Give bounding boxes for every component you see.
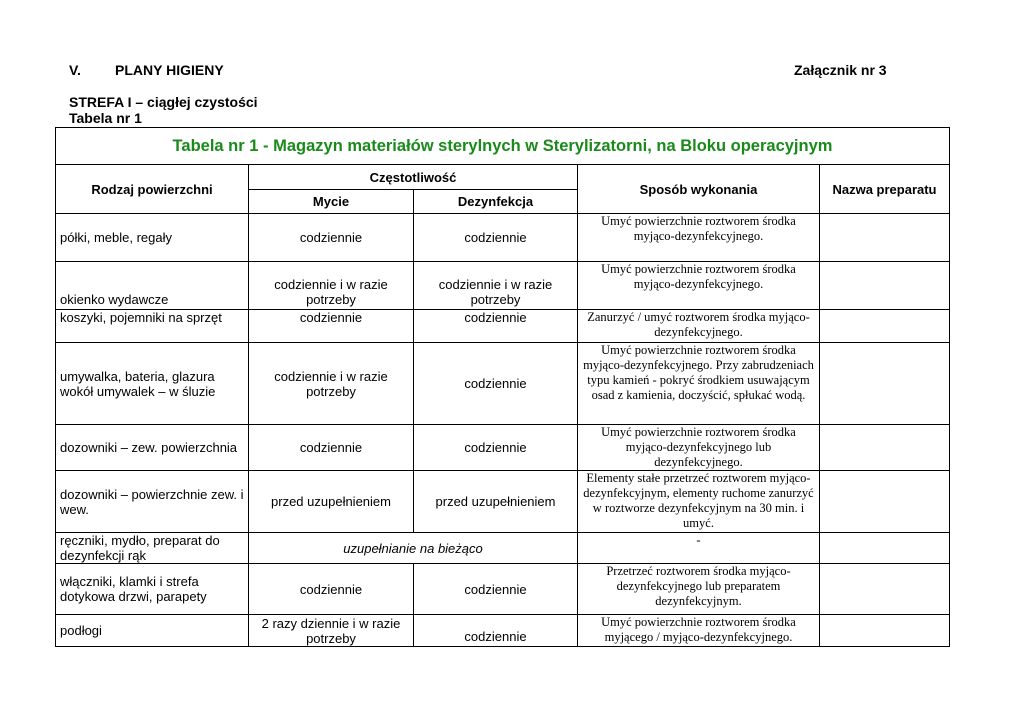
washing-cell: codziennie (249, 310, 414, 343)
product-cell (820, 471, 950, 533)
method-cell: Elementy stałe przetrzeć roztworem myjąco-dezynfekcyjnym, elementy ruchome zanurzyć w roztworze dezynfekcyjnym na 30 min. i umyć. (578, 471, 820, 533)
method-cell: - (578, 533, 820, 564)
table-row (56, 564, 950, 615)
surface-cell: półki, meble, regały (56, 214, 249, 262)
header-product: Nazwa preparatu (820, 165, 950, 214)
surface-cell: umywalka, bateria, glazura wokół umywalek – w śluzie (56, 343, 249, 425)
surface-cell: okienko wydawcze (56, 262, 249, 310)
disinfection-cell: przed uzupełnieniem (414, 471, 578, 533)
table-row (56, 425, 950, 471)
product-cell (820, 214, 950, 262)
product-cell (820, 425, 950, 471)
table-row (56, 310, 950, 343)
surface-cell: włączniki, klamki i strefa dotykowa drzwi, parapety (56, 564, 249, 615)
table-row (56, 533, 950, 564)
attachment-label: Załącznik nr 3 (794, 62, 887, 78)
section-title: PLANY HIGIENY (115, 62, 224, 78)
table-row (56, 343, 950, 425)
section-number: V. (69, 62, 81, 78)
header-surface: Rodzaj powierzchni (56, 165, 249, 214)
zone-label: STREFA I – ciągłej czystości (69, 94, 258, 110)
product-cell (820, 343, 950, 425)
surface-cell: koszyki, pojemniki na sprzęt (56, 310, 249, 343)
washing-cell: codziennie (249, 425, 414, 471)
disinfection-cell: codziennie (414, 564, 578, 615)
method-cell: Umyć powierzchnie roztworem środka myjąco-dezynfekcyjnego. (578, 214, 820, 262)
disinfection-cell: codziennie (414, 615, 578, 647)
method-cell: Zanurzyć / umyć roztworem środka myjąco- dezynfekcyjnego. (578, 310, 820, 343)
disinfection-cell: codziennie i w razie potrzeby (414, 262, 578, 310)
table-row (56, 615, 950, 647)
method-cell: Umyć powierzchnie roztworem środka myjąco-dezynfekcyjnego. (578, 262, 820, 310)
disinfection-cell: codziennie (414, 310, 578, 343)
washing-cell: 2 razy dziennie i w razie potrzeby (249, 615, 414, 647)
table-row (56, 262, 950, 310)
surface-cell: podłogi (56, 615, 249, 647)
header-washing: Mycie (249, 190, 414, 214)
table-row (56, 471, 950, 533)
product-cell (820, 564, 950, 615)
method-cell: Umyć powierzchnie roztworem środka myjąco-dezynfekcyjnego. Przy zabrudzeniach typu kamień - pokryć środkiem usuwającym osad z kamienia, doczyścić, spłukać wodą. (578, 343, 820, 425)
surface-cell: dozowniki – powierzchnie zew. i wew. (56, 471, 249, 533)
product-cell (820, 310, 950, 343)
surface-cell: ręczniki, mydło, preparat do dezynfekcji rąk (56, 533, 249, 564)
method-cell: Przetrzeć roztworem środka myjąco-dezynfekcyjnego lub preparatem dezynfekcyjnym. (578, 564, 820, 615)
table-title-row (56, 128, 950, 165)
washing-cell: codziennie (249, 564, 414, 615)
washing-cell: codziennie (249, 214, 414, 262)
product-cell (820, 615, 950, 647)
table-title: Tabela nr 1 - Magazyn materiałów sterylnych w Sterylizatorni, na Bloku operacyjnym (56, 128, 950, 165)
surface-cell: dozowniki – zew. powierzchnia (56, 425, 249, 471)
header-disinfection: Dezynfekcja (414, 190, 578, 214)
disinfection-cell: codziennie (414, 214, 578, 262)
header-row (56, 165, 950, 190)
table-row (56, 214, 950, 262)
method-cell: Umyć powierzchnie roztworem środka myjąco-dezynfekcyjnego lub dezynfekcyjnego. (578, 425, 820, 471)
header-frequency: Częstotliwość (249, 165, 578, 190)
table-label: Tabela nr 1 (69, 110, 142, 126)
disinfection-cell: codziennie (414, 343, 578, 425)
product-cell (820, 262, 950, 310)
section-heading (69, 62, 224, 78)
washing-cell: codziennie i w razie potrzeby (249, 262, 414, 310)
washing-cell: codziennie i w razie potrzeby (249, 343, 414, 425)
product-cell (820, 533, 950, 564)
washing-cell: przed uzupełnieniem (249, 471, 414, 533)
method-cell: Umyć powierzchnie roztworem środka myjącego / myjąco-dezynfekcyjnego. (578, 615, 820, 647)
header-method: Sposób wykonania (578, 165, 820, 214)
hygiene-plan-table (55, 127, 950, 647)
disinfection-cell: codziennie (414, 425, 578, 471)
frequency-merged-cell: uzupełnianie na bieżąco (249, 533, 578, 564)
